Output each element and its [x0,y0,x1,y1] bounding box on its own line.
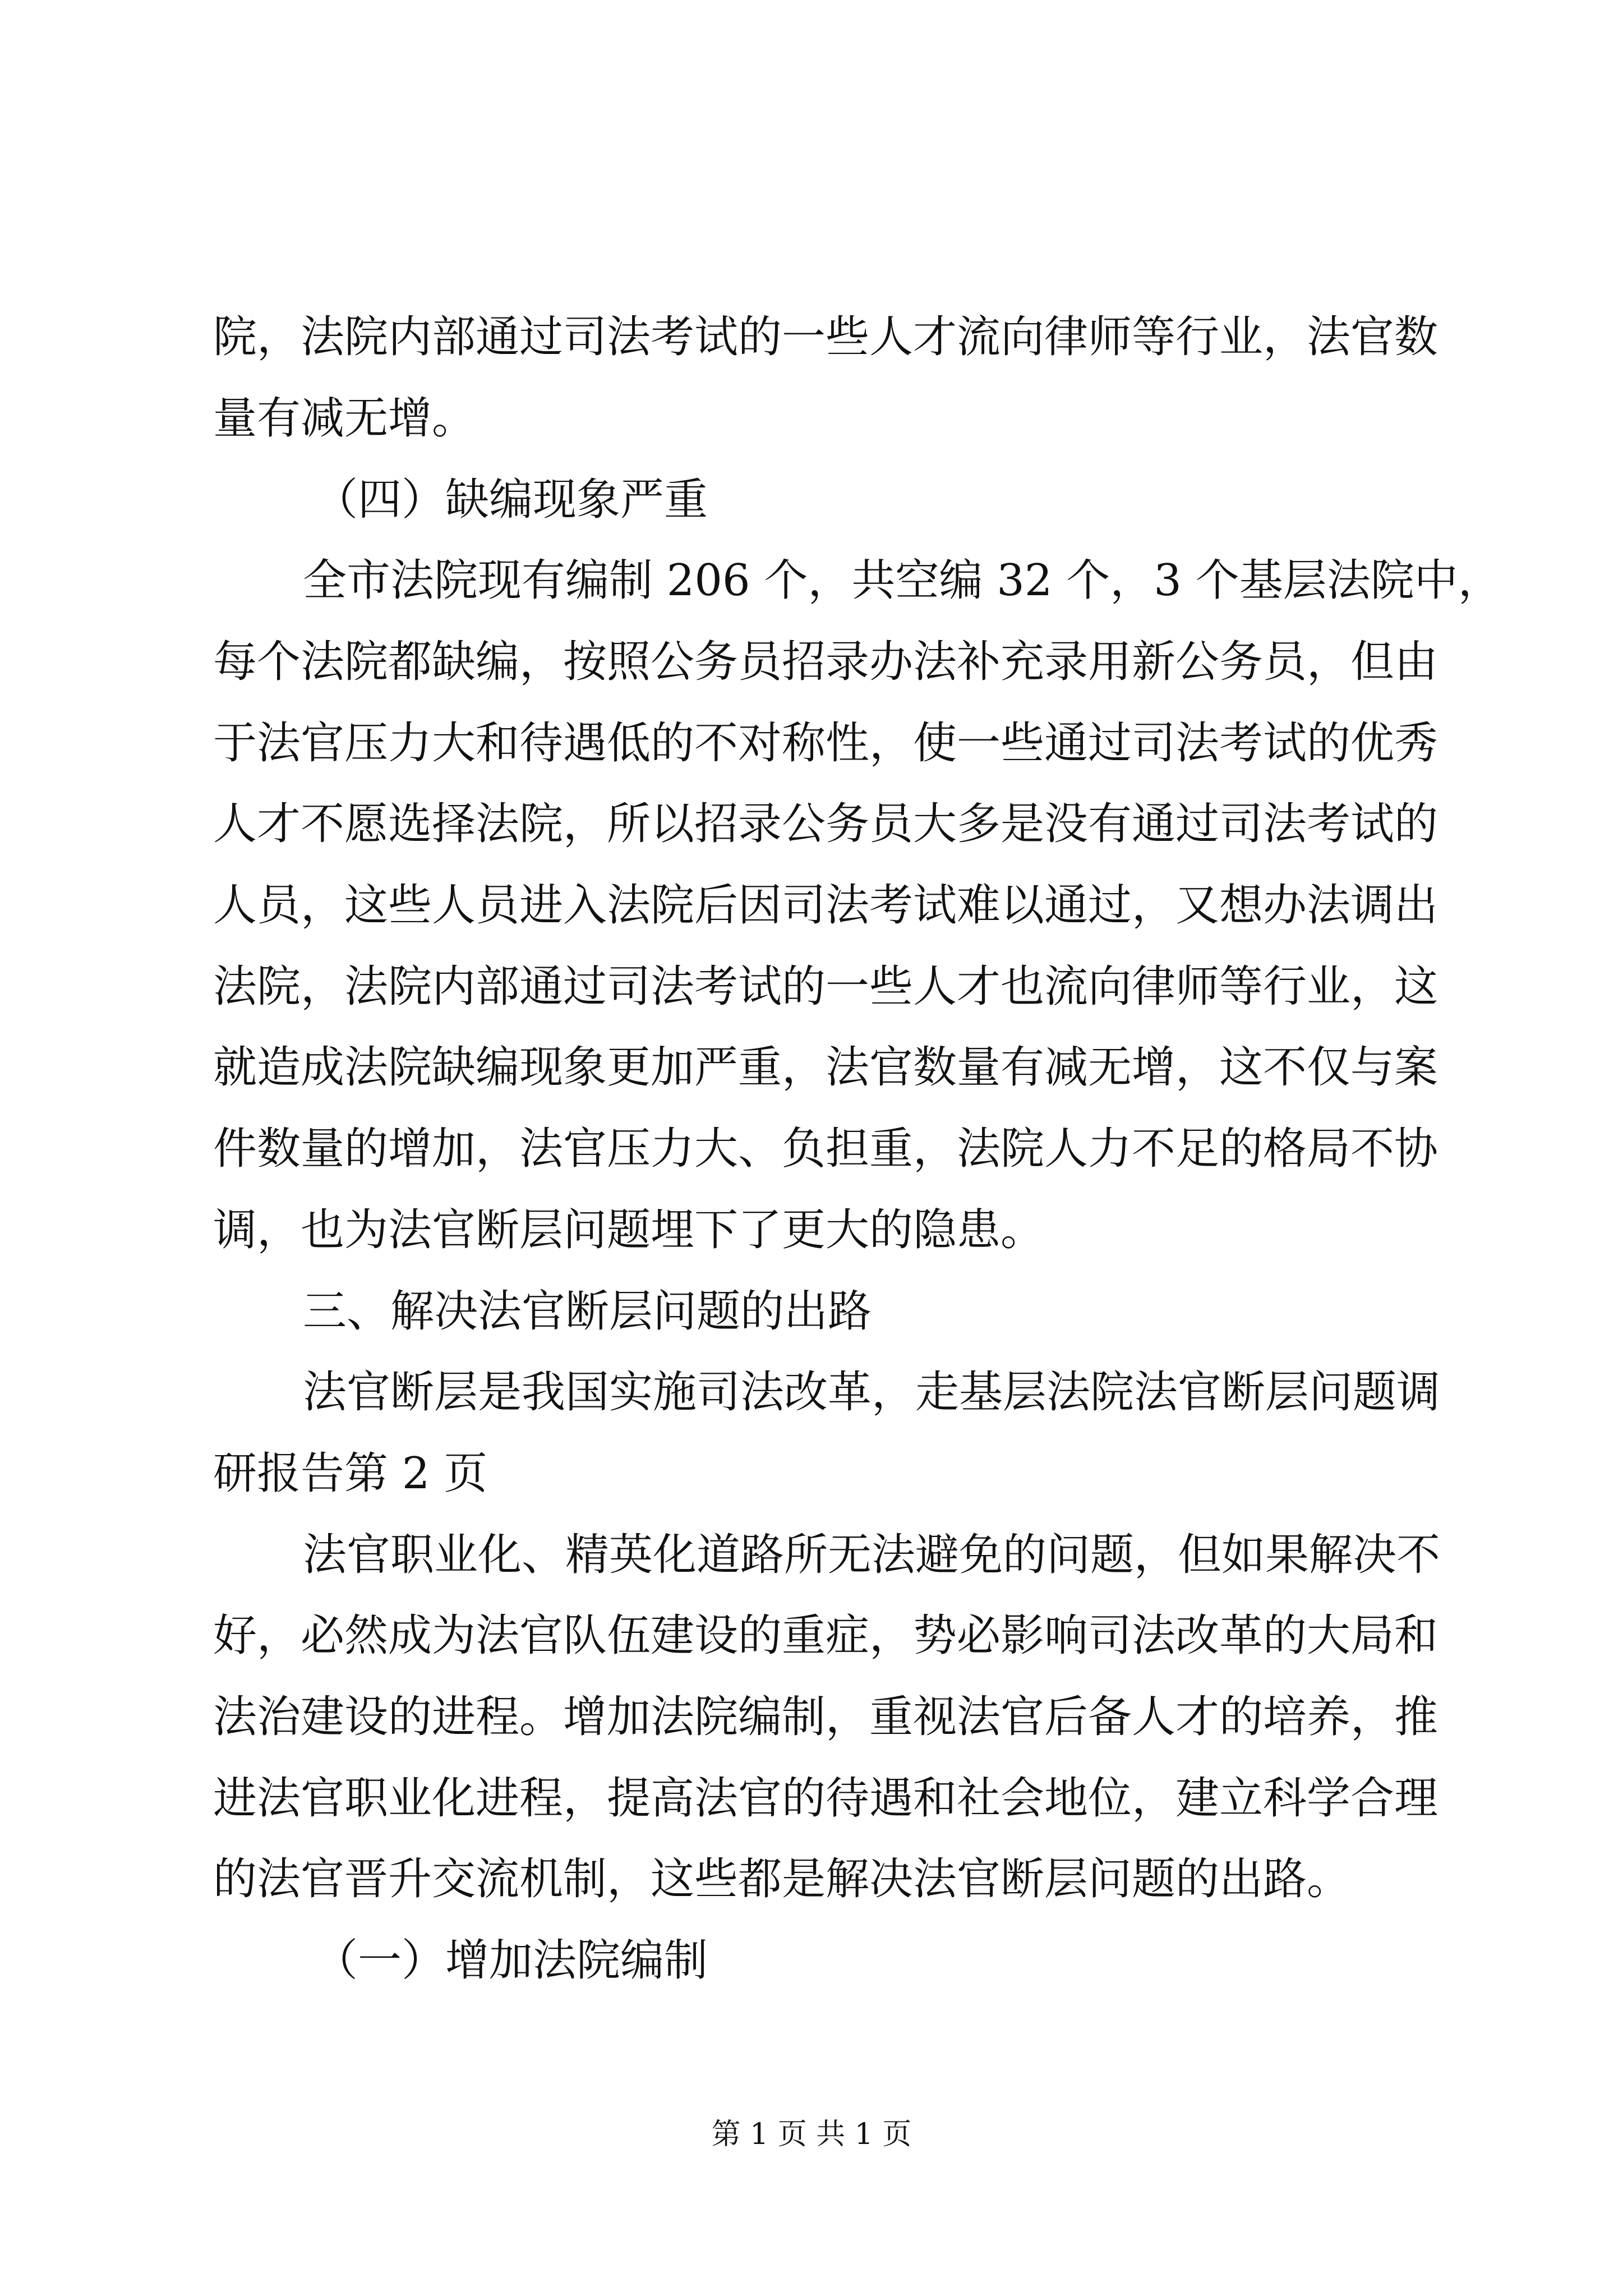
text-line: 就造成法院缺编现象更加严重，法官数量有减无增，这不仅与案 [213,1042,1438,1093]
text-line: 法官职业化、精英化道路所无法避免的问题，但如果解决不 [303,1530,1441,1580]
text-line: 院，法院内部通过司法考试的一些人才流向律师等行业，法官数 [213,312,1438,362]
text-line: 人才不愿选择法院，所以招录公务员大多是没有通过司法考试的 [213,799,1438,849]
text-line: 量有减无增。 [213,393,476,444]
text-line: 好，必然成为法官队伍建设的重症，势必影响司法改革的大局和 [213,1611,1438,1661]
section-heading: （一）增加法院编制 [314,1935,708,1986]
text-line: 法治建设的进程。增加法院编制，重视法官后备人才的培养，推 [213,1692,1438,1742]
text-line: 进法官职业化进程，提高法官的待遇和社会地位，建立科学合理 [213,1773,1438,1824]
section-heading: （四）缺编现象严重 [314,475,708,525]
text-line: 的法官晋升交流机制，这些都是解决法官断层问题的出路。 [213,1854,1351,1904]
text-line: 每个法院都缺编，按照公务员招录办法补充录用新公务员，但由 [213,637,1438,687]
text-line: 全市法院现有编制 206 个，共空编 32 个，3 个基层法院中， [303,555,1502,606]
page-footer: 第 1 页 共 1 页 [711,2118,912,2151]
text-line: 调，也为法官断层问题埋下了更大的隐患。 [213,1205,1045,1255]
section-heading: 三、解决法官断层问题的出路 [303,1286,872,1337]
text-line: 于法官压力大和待遇低的不对称性，使一些通过司法考试的优秀 [213,718,1438,769]
text-line: 法院，法院内部通过司法考试的一些人才也流向律师等行业，这 [213,961,1438,1012]
text-line: 法官断层是我国实施司法改革，走基层法院法官断层问题调 [303,1367,1441,1418]
text-line: 研报告第 2 页 [213,1448,488,1499]
text-line: 人员，这些人员进入法院后因司法考试难以通过，又想办法调出 [213,880,1438,931]
text-line: 件数量的增加，法官压力大、负担重，法院人力不足的格局不协 [213,1124,1438,1174]
